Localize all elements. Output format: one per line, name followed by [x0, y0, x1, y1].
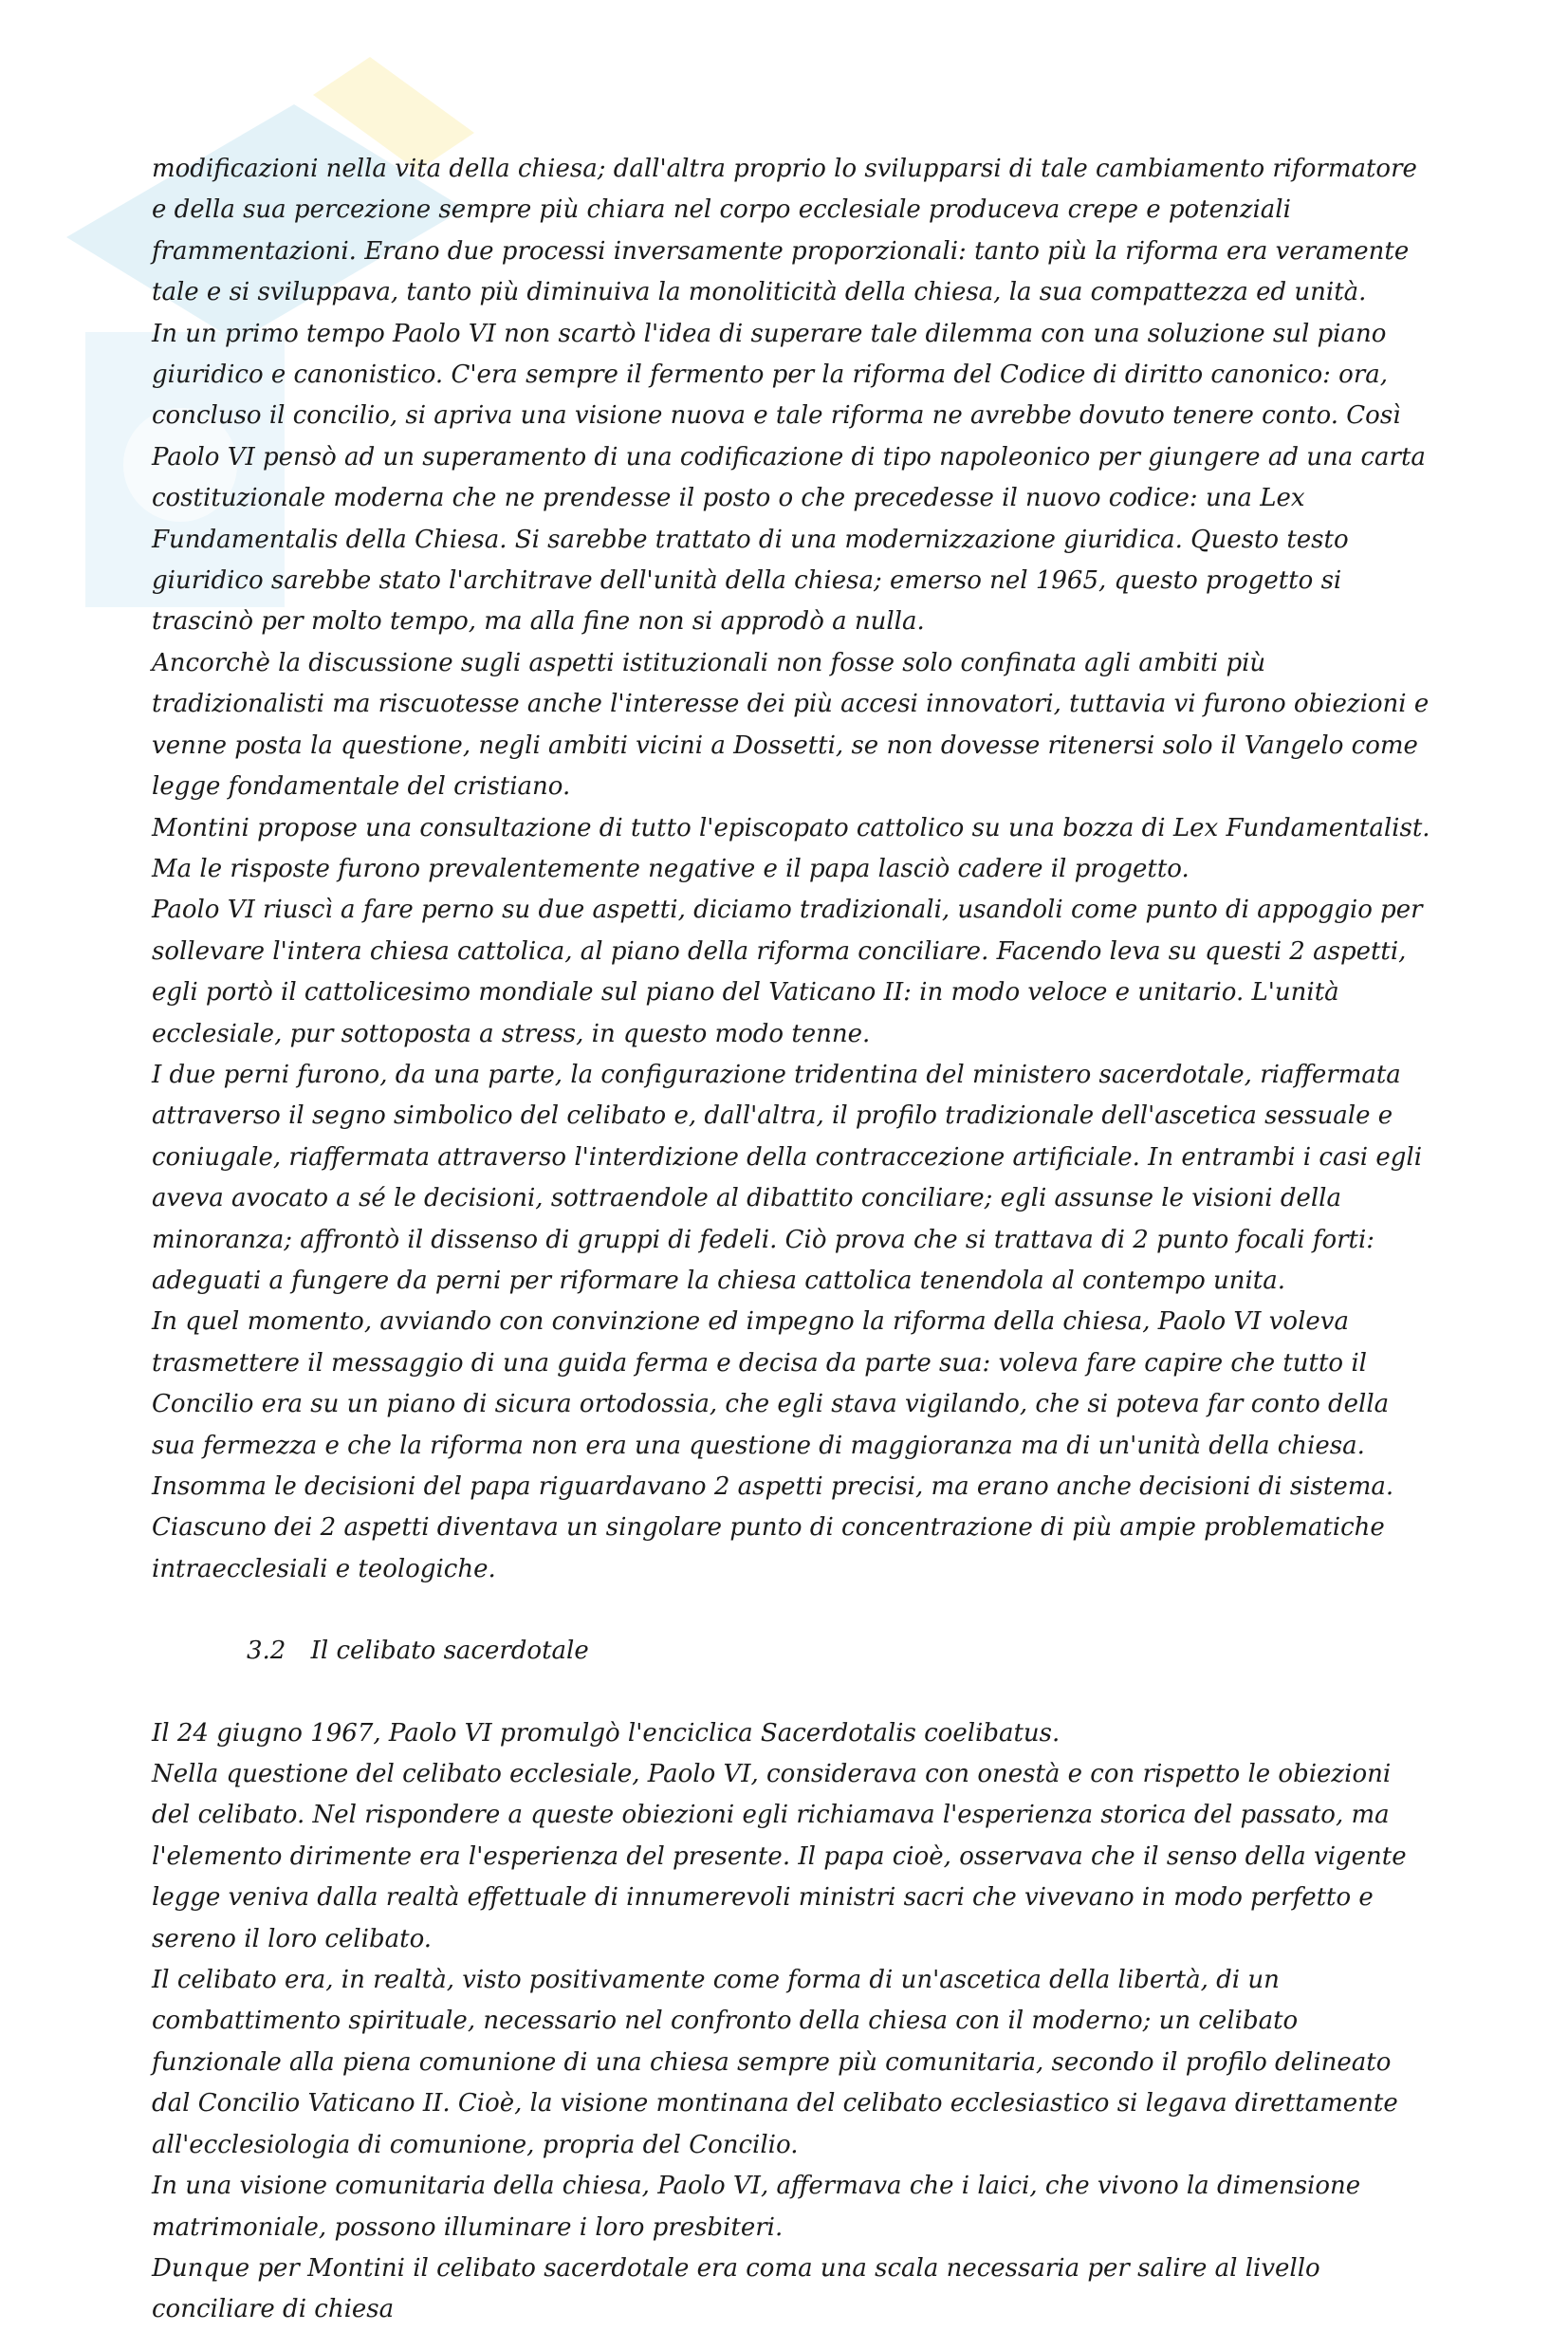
paragraphs-before-section [152, 149, 1432, 1590]
paragraph: In quel momento, avviando con convinzione ed impegno la riforma della chiesa, Paolo VI voleva trasmettere il messaggio di una guida ferma e decisa da parte sua: voleva fare capire che tutto il Concilio era su un piano di sicura ortodossia, che egli stava vigilando, che si poteva far conto della sua fermezza e che la riforma non era una questione di maggioranza ma di un'unità della chiesa. [152, 1307, 1390, 1460]
paragraph: Paolo VI riuscì a fare perno su due aspetti, diciamo tradizionali, usandoli come punto di appoggio per sollevare l'intera chiesa cattolica, al piano della riforma conciliare. Facendo leva su questi 2 aspetti, egli portò il cattolicesimo mondiale sul piano del Vaticano II: in modo veloce e unitario. L'unità ecclesiale, pur sottoposta a stress, in questo modo tenne. [152, 896, 1423, 1048]
document-body [152, 149, 1432, 2331]
paragraph: modificazioni nella vita della chiesa; dall'altra proprio lo svilupparsi di tale cambiamento riformatore e della sua percezione sempre più chiara nel corpo ecclesiale produceva crepe e potenziali frammentazioni. Erano due processi inversamente proporzionali: tanto più la riforma era veramente tale e si sviluppava, tanto più diminuiva la monoliticità della chiesa, la sua compattezza ed unità. [152, 155, 1417, 307]
paragraph: Ancorchè la discussione sugli aspetti istituzionali non fosse solo confinata agli ambiti più tradizionalisti ma riscuotesse anche l'interesse dei più accesi innovatori, tuttavia vi furono obiezioni e venne posta la questione, negli ambiti vicini a Dossetti, se non dovesse ritenersi solo il Vangelo come legge fondamentale del cristiano. [152, 648, 1430, 802]
paragraph: Nella questione del celibato ecclesiale, Paolo VI, considerava con onestà e con rispetto le obiezioni del celibato. Nel rispondere a queste obiezioni egli richiamava l'esperienza storica del passato, ma l'elemento dirimente era l'esperienza del presente. Il papa cioè, osservava che il senso della vigente legge veniva dalla realtà effettuale di innumerevoli ministri sacri che vivevano in modo perfetto e sereno il loro celibato. [152, 1760, 1407, 1953]
paragraph: Dunque per Montini il celibato sacerdotale era coma una scala necessaria per salire al livello conciliare di chiesa [152, 2253, 1320, 2324]
section-title: Il celibato sacerdotale [310, 1637, 589, 1666]
paragraph: Montini propose una consultazione di tutto l'episcopato cattolico su una bozza di Lex Fundamentalist. Ma le risposte furono prevalentemente negative e il papa lasciò cadere il progetto. [152, 813, 1430, 883]
paragraph: Il celibato era, in realtà, visto positivamente come forma di un'ascetica della libertà, di un combattimento spirituale, necessario nel confronto della chiesa con il moderno; un celibato funzionale alla piena comunione di una chiesa sempre più comunitaria, secondo il profilo delineato dal Concilio Vaticano II. Cioè, la visione montinana del celibato ecclesiastico si legava direttamente all'ecclesiologia di comunione, propria del Concilio. [152, 1966, 1398, 2159]
section-heading [152, 1631, 1432, 1672]
paragraph: In un primo tempo Paolo VI non scartò l'idea di superare tale dilemma con una soluzione sul piano giuridico e canonistico. C'era sempre il fermento per la riforma del Codice di diritto canonico: ora, concluso il concilio, si apriva una visione nuova e tale riforma ne avrebbe dovuto tenere conto. Così Paolo VI pensò ad un superamento di una codificazione di tipo napoleonico per giungere ad una carta costituzionale moderna che ne prendesse il posto o che precedesse il nuovo codice: una Lex Fundamentalis della Chiesa. Si sarebbe trattato di una modernizzazione giuridica. Questo testo giuridico sarebbe stato l'architrave dell'unità della chiesa; emerso nel 1965, questo progetto si trascinò per molto tempo, ma alla fine non si approdò a nulla. [152, 319, 1426, 637]
paragraph: In una visione comunitaria della chiesa, Paolo VI, affermava che i laici, che vivono la dimensione matrimoniale, possono illuminare i loro presbiteri. [152, 2172, 1361, 2242]
paragraph: Insomma le decisioni del papa riguardavano 2 aspetti precisi, ma erano anche decisioni di sistema. Ciascuno dei 2 aspetti diventava un singolare punto di concentrazione di più ampie problematiche intraecclesiali e teologiche. [152, 1472, 1394, 1583]
paragraphs-after-section [152, 1713, 1432, 2331]
section-number: 3.2 [247, 1637, 286, 1666]
paragraph: Il 24 giugno 1967, Paolo VI promulgò l'enciclica Sacerdotalis coelibatus. [152, 1718, 1061, 1748]
paragraph: I due perni furono, da una parte, la configurazione tridentina del ministero sacerdotale, riaffermata attraverso il segno simbolico del celibato e, dall'altra, il profilo tradizionale dell'ascetica sessuale e coniugale, riaffermata attraverso l'interdizione della contraccezione artificiale. In entrambi i casi egli aveva avocato a sé le decisioni, sottraendole al dibattito conciliare; egli assunse le visioni della minoranza; affrontò il dissenso di gruppi di fedeli. Ciò prova che si trattava di 2 punto focali forti: adeguati a fungere da perni per riformare la chiesa cattolica tenendola al contempo unita. [152, 1060, 1423, 1295]
